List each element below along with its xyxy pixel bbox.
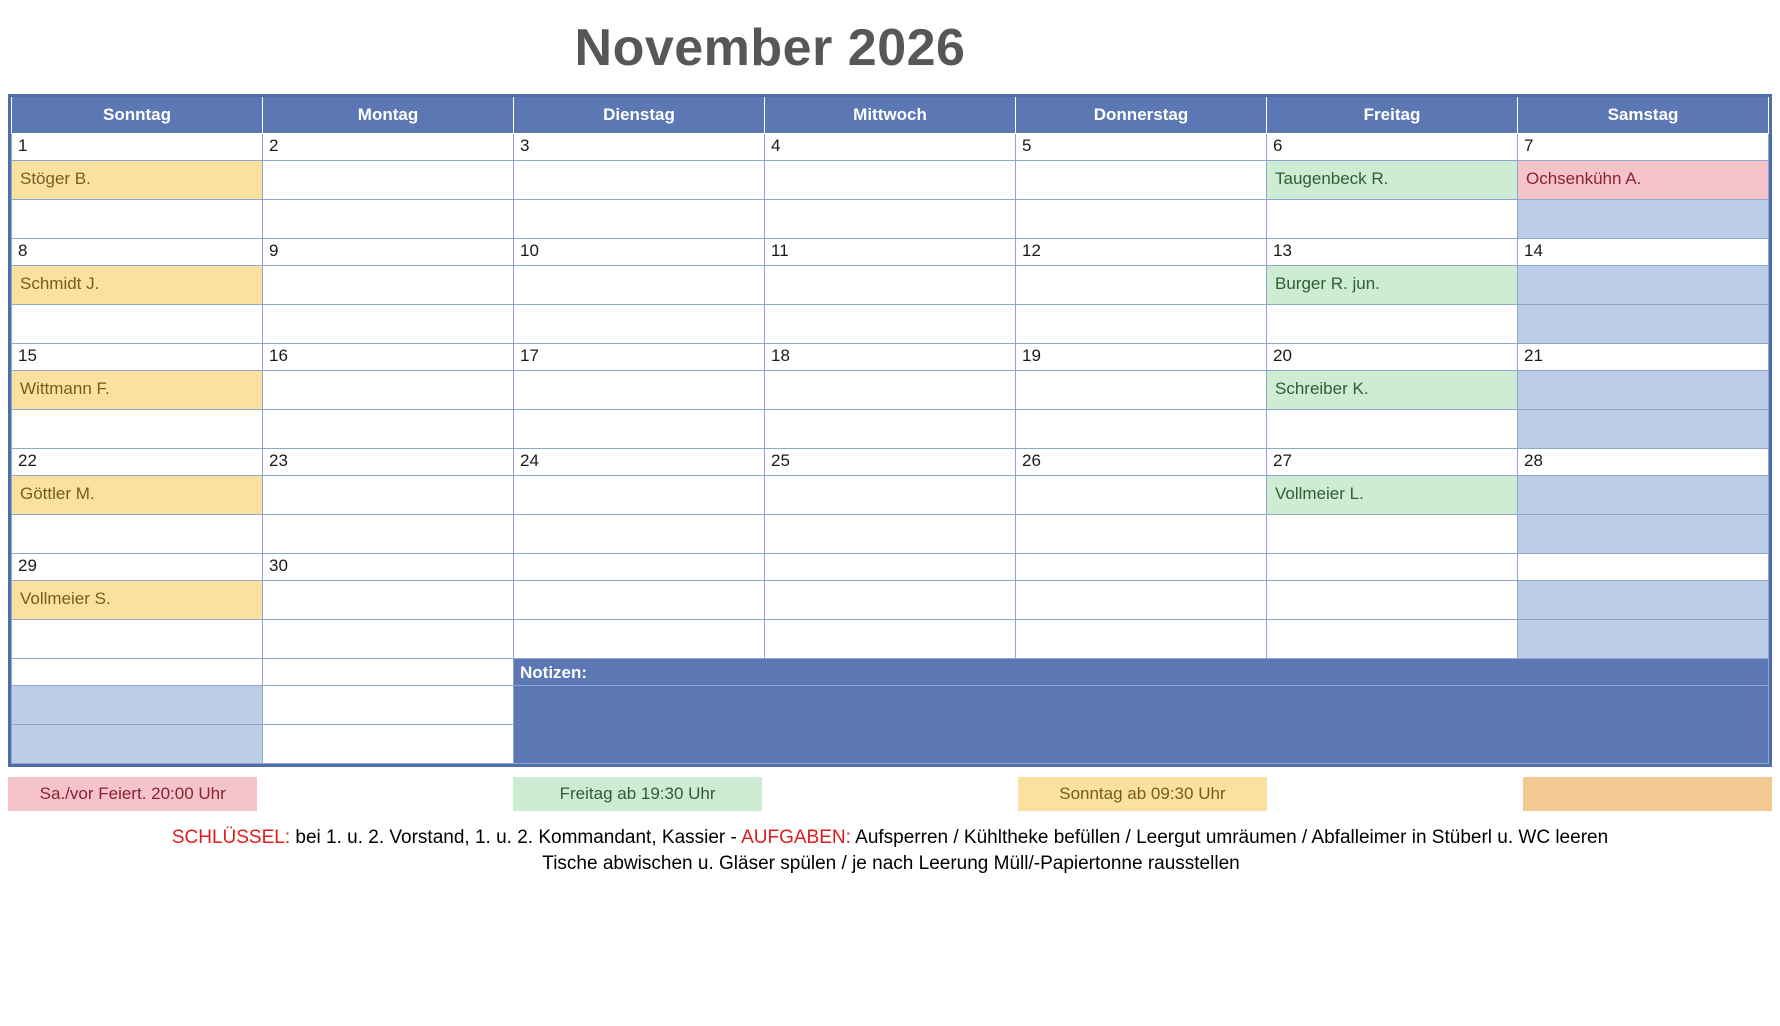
duty-name <box>1016 371 1266 409</box>
duty-cell-secondary[interactable] <box>1016 515 1267 554</box>
duty-cell-secondary[interactable] <box>1518 410 1769 449</box>
duty-cell-secondary[interactable] <box>514 200 765 239</box>
duty-cell-secondary[interactable] <box>514 305 765 344</box>
duty-cell-secondary[interactable] <box>1267 515 1518 554</box>
day-number-cell[interactable] <box>1518 134 1769 161</box>
duty-cell-secondary[interactable] <box>1016 410 1267 449</box>
duty-name-secondary <box>765 620 1015 658</box>
calendar-week-daynumbers <box>12 134 1769 161</box>
duty-cell-secondary[interactable] <box>765 515 1016 554</box>
day-number-cell[interactable] <box>765 554 1016 581</box>
day-number-cell[interactable] <box>1267 554 1518 581</box>
day-number-cell[interactable] <box>1016 449 1267 476</box>
duty-cell-secondary[interactable] <box>1016 200 1267 239</box>
day-number-cell[interactable] <box>1267 239 1518 266</box>
legend-item-friday: Freitag ab 19:30 Uhr <box>513 777 762 811</box>
duty-name-secondary <box>1016 200 1266 238</box>
duty-name <box>514 581 764 619</box>
duty-cell-secondary[interactable] <box>514 620 765 659</box>
duty-name <box>263 161 513 199</box>
day-number: 3 <box>520 136 530 155</box>
day-number-cell[interactable] <box>1016 554 1267 581</box>
duty-cell[interactable] <box>263 371 514 410</box>
duty-name <box>263 371 513 409</box>
duty-cell[interactable] <box>514 266 765 305</box>
duty-cell-secondary[interactable] <box>263 515 514 554</box>
duty-name <box>1016 476 1266 514</box>
day-number: 5 <box>1022 136 1032 155</box>
day-number-cell[interactable] <box>765 239 1016 266</box>
day-number-cell[interactable] <box>12 554 263 581</box>
duty-name-secondary <box>1518 410 1768 448</box>
day-number: 4 <box>771 136 781 155</box>
duty-cell[interactable] <box>1016 161 1267 200</box>
duty-name-secondary <box>1518 620 1768 658</box>
duty-name-secondary <box>1016 305 1266 343</box>
day-number-cell[interactable] <box>514 344 765 371</box>
calendar-week-blank <box>12 620 1769 659</box>
duty-cell[interactable] <box>514 371 765 410</box>
duty-cell-secondary[interactable] <box>263 410 514 449</box>
duty-cell[interactable] <box>1518 371 1769 410</box>
duty-name-secondary <box>1267 200 1517 238</box>
legend-item-extra <box>1523 777 1772 811</box>
duty-name-secondary <box>514 620 764 658</box>
duty-name: Schmidt J. <box>12 266 262 304</box>
duty-name-secondary <box>765 515 1015 553</box>
day-number: 12 <box>1022 241 1041 260</box>
day-number: 29 <box>18 556 37 575</box>
legend-bar <box>8 777 1772 811</box>
day-number: 24 <box>520 451 539 470</box>
day-number-cell[interactable] <box>12 344 263 371</box>
duty-cell[interactable] <box>12 371 263 410</box>
duty-name-secondary <box>765 410 1015 448</box>
duty-cell-secondary[interactable] <box>12 410 263 449</box>
duty-name <box>1016 581 1266 619</box>
duty-name: Wittmann F. <box>12 371 262 409</box>
footer-key-label: SCHLÜSSEL: <box>171 827 291 848</box>
day-number-cell[interactable] <box>1518 449 1769 476</box>
notes-input[interactable] <box>514 686 1769 764</box>
duty-name: Burger R. jun. <box>1267 266 1517 304</box>
day-number-cell[interactable] <box>263 344 514 371</box>
empty-cell <box>263 686 514 725</box>
day-number-cell[interactable] <box>1016 134 1267 161</box>
day-number: 20 <box>1273 346 1292 365</box>
duty-cell-secondary[interactable] <box>1267 200 1518 239</box>
day-number: 17 <box>520 346 539 365</box>
day-number-cell[interactable] <box>765 344 1016 371</box>
footer-tasks-label: AUFGABEN: <box>741 827 851 848</box>
day-number: 8 <box>18 241 28 260</box>
calendar-week-daynumbers <box>12 239 1769 266</box>
duty-cell[interactable] <box>765 371 1016 410</box>
duty-cell[interactable] <box>12 266 263 305</box>
duty-cell[interactable] <box>12 581 263 620</box>
duty-name <box>765 161 1015 199</box>
duty-cell-secondary[interactable] <box>12 305 263 344</box>
notes-label: Notizen: <box>514 659 1768 685</box>
day-number: 16 <box>269 346 288 365</box>
duty-name <box>514 371 764 409</box>
duty-name-secondary <box>514 515 764 553</box>
duty-cell-secondary[interactable] <box>514 410 765 449</box>
day-number-cell[interactable] <box>1016 239 1267 266</box>
page-title: November 2026 <box>574 19 966 77</box>
duty-cell[interactable] <box>1267 581 1518 620</box>
duty-cell[interactable] <box>1518 476 1769 515</box>
duty-cell-secondary[interactable] <box>765 200 1016 239</box>
day-number: 1 <box>18 136 28 155</box>
duty-cell-secondary[interactable] <box>263 620 514 659</box>
day-number: 15 <box>18 346 37 365</box>
duty-name: Vollmeier L. <box>1267 476 1517 514</box>
calendar-week-names <box>12 266 1769 305</box>
duty-cell-secondary[interactable] <box>765 410 1016 449</box>
duty-cell[interactable] <box>12 161 263 200</box>
duty-cell-secondary[interactable] <box>765 305 1016 344</box>
duty-cell[interactable] <box>1016 371 1267 410</box>
duty-cell[interactable] <box>1016 476 1267 515</box>
duty-cell-secondary[interactable] <box>1518 305 1769 344</box>
duty-cell-secondary[interactable] <box>1267 305 1518 344</box>
duty-name-secondary <box>1518 515 1768 553</box>
day-number-cell[interactable] <box>765 134 1016 161</box>
day-number: 10 <box>520 241 539 260</box>
duty-cell[interactable] <box>1267 161 1518 200</box>
day-number-cell[interactable] <box>765 449 1016 476</box>
duty-name-secondary <box>1267 410 1517 448</box>
calendar-week-blank <box>12 200 1769 239</box>
duty-name: Vollmeier S. <box>12 581 262 619</box>
day-number: 13 <box>1273 241 1292 260</box>
day-number-cell[interactable] <box>12 449 263 476</box>
duty-cell[interactable] <box>765 581 1016 620</box>
footer-key-text: bei 1. u. 2. Vorstand, 1. u. 2. Kommandant, Kassier - <box>295 827 737 848</box>
duty-cell[interactable] <box>514 581 765 620</box>
day-number-cell[interactable] <box>263 239 514 266</box>
notes-header-cell <box>514 659 1769 686</box>
calendar-week-names <box>12 371 1769 410</box>
duty-name-secondary <box>12 410 262 448</box>
duty-name-secondary <box>514 410 764 448</box>
duty-name-secondary <box>1518 200 1768 238</box>
day-number-cell[interactable] <box>1518 239 1769 266</box>
duty-cell-secondary[interactable] <box>1267 410 1518 449</box>
duty-name <box>765 266 1015 304</box>
calendar-body <box>12 134 1769 764</box>
duty-cell[interactable] <box>765 266 1016 305</box>
duty-cell[interactable] <box>514 161 765 200</box>
duty-cell[interactable] <box>1518 161 1769 200</box>
duty-name <box>1518 371 1768 409</box>
calendar-week-daynumbers <box>12 344 1769 371</box>
notes-header-row <box>12 659 1769 686</box>
legend-item-saturday: Sa./vor Feiert. 20:00 Uhr <box>8 777 257 811</box>
duty-name <box>514 266 764 304</box>
duty-cell-secondary[interactable] <box>1016 305 1267 344</box>
day-number-cell[interactable] <box>263 134 514 161</box>
legend-item-sunday: Sonntag ab 09:30 Uhr <box>1018 777 1267 811</box>
duty-name <box>1518 581 1768 619</box>
duty-cell-secondary[interactable] <box>12 515 263 554</box>
duty-cell[interactable] <box>1267 476 1518 515</box>
duty-cell-secondary[interactable] <box>12 200 263 239</box>
duty-name <box>514 476 764 514</box>
weekday-header-montag: Montag <box>263 97 514 134</box>
empty-cell <box>263 725 514 764</box>
footer-line-1 <box>0 825 1780 851</box>
weekday-header-freitag: Freitag <box>1267 97 1518 134</box>
day-number <box>765 554 1015 580</box>
day-number: 18 <box>771 346 790 365</box>
calendar-table <box>11 97 1769 764</box>
duty-name-secondary <box>514 200 764 238</box>
calendar-week-blank <box>12 305 1769 344</box>
calendar-week-blank <box>12 410 1769 449</box>
day-number-cell[interactable] <box>514 239 765 266</box>
duty-cell-secondary[interactable] <box>1016 620 1267 659</box>
day-number: 26 <box>1022 451 1041 470</box>
calendar-table-wrapper <box>8 94 1772 767</box>
calendar-week-names <box>12 476 1769 515</box>
footer-notes <box>0 825 1780 876</box>
duty-name-secondary <box>514 305 764 343</box>
day-number: 2 <box>269 136 279 155</box>
duty-cell[interactable] <box>12 476 263 515</box>
duty-name <box>1267 581 1517 619</box>
duty-name-secondary <box>12 305 262 343</box>
empty-cell <box>12 686 263 725</box>
day-number-cell[interactable] <box>263 449 514 476</box>
duty-name-secondary <box>12 620 262 658</box>
duty-cell-secondary[interactable] <box>263 305 514 344</box>
day-number <box>1518 554 1768 580</box>
duty-cell[interactable] <box>1267 371 1518 410</box>
weekday-header-row <box>12 97 1769 134</box>
duty-cell-secondary[interactable] <box>12 620 263 659</box>
day-number-cell[interactable] <box>1267 134 1518 161</box>
calendar-week-names <box>12 161 1769 200</box>
duty-name: Schreiber K. <box>1267 371 1517 409</box>
duty-name-secondary <box>263 620 513 658</box>
duty-name: Göttler M. <box>12 476 262 514</box>
duty-name-secondary <box>263 410 513 448</box>
notes-body-row-1 <box>12 686 1769 725</box>
duty-name <box>263 476 513 514</box>
duty-name <box>1518 266 1768 304</box>
duty-name <box>1518 476 1768 514</box>
day-number-cell[interactable] <box>1267 449 1518 476</box>
weekday-header-donnerstag: Donnerstag <box>1016 97 1267 134</box>
duty-name <box>263 266 513 304</box>
duty-name <box>263 581 513 619</box>
day-number-cell[interactable] <box>12 239 263 266</box>
day-number: 23 <box>269 451 288 470</box>
duty-name-secondary <box>1016 410 1266 448</box>
day-number: 11 <box>771 241 789 260</box>
weekday-header-samstag: Samstag <box>1518 97 1769 134</box>
empty-cell <box>12 725 263 764</box>
duty-cell-secondary[interactable] <box>514 515 765 554</box>
duty-name <box>765 476 1015 514</box>
duty-name <box>765 581 1015 619</box>
footer-tasks-text: Aufsperren / Kühltheke befüllen / Leergut umräumen / Abfalleimer in Stüberl u. WC leeren <box>855 827 1609 848</box>
duty-name-secondary <box>1267 515 1517 553</box>
duty-name-secondary <box>263 200 513 238</box>
duty-name-secondary <box>12 200 262 238</box>
empty-cell <box>263 659 514 686</box>
duty-cell[interactable] <box>1518 581 1769 620</box>
day-number <box>514 554 764 580</box>
day-number-cell[interactable] <box>1267 344 1518 371</box>
duty-name-secondary <box>263 305 513 343</box>
duty-name-secondary <box>1016 620 1266 658</box>
duty-cell-secondary[interactable] <box>1518 200 1769 239</box>
duty-name-secondary <box>1267 305 1517 343</box>
day-number: 7 <box>1524 136 1534 155</box>
day-number-cell[interactable] <box>1518 344 1769 371</box>
duty-name <box>1016 161 1266 199</box>
duty-name: Ochsenkühn A. <box>1518 161 1768 199</box>
calendar-week-blank <box>12 515 1769 554</box>
day-number-cell[interactable] <box>1518 554 1769 581</box>
weekday-header-sonntag: Sonntag <box>12 97 263 134</box>
day-number: 21 <box>1524 346 1543 365</box>
duty-cell[interactable] <box>765 161 1016 200</box>
footer-line-2: Tische abwischen u. Gläser spülen / je nach Leerung Müll/-Papiertonne rausstellen <box>542 852 1240 874</box>
duty-cell[interactable] <box>1518 266 1769 305</box>
day-number <box>1267 554 1517 580</box>
day-number: 22 <box>18 451 37 470</box>
calendar-week-names <box>12 581 1769 620</box>
duty-cell-secondary[interactable] <box>765 620 1016 659</box>
duty-name-secondary <box>12 515 262 553</box>
day-number-cell[interactable] <box>514 449 765 476</box>
calendar-week-daynumbers <box>12 449 1769 476</box>
duty-cell[interactable] <box>263 266 514 305</box>
duty-name <box>765 371 1015 409</box>
empty-cell <box>12 659 263 686</box>
duty-name-secondary <box>1267 620 1517 658</box>
duty-name: Stöger B. <box>12 161 262 199</box>
day-number: 30 <box>269 556 288 575</box>
day-number: 19 <box>1022 346 1041 365</box>
weekday-header-dienstag: Dienstag <box>514 97 765 134</box>
day-number: 25 <box>771 451 790 470</box>
duty-cell[interactable] <box>1016 581 1267 620</box>
day-number: 6 <box>1273 136 1283 155</box>
duty-cell[interactable] <box>514 476 765 515</box>
duty-cell[interactable] <box>765 476 1016 515</box>
duty-cell[interactable] <box>1016 266 1267 305</box>
duty-name-secondary <box>765 305 1015 343</box>
day-number: 14 <box>1524 241 1543 260</box>
duty-name: Taugenbeck R. <box>1267 161 1517 199</box>
duty-cell[interactable] <box>263 581 514 620</box>
duty-cell[interactable] <box>263 476 514 515</box>
duty-cell-secondary[interactable] <box>1518 515 1769 554</box>
day-number-cell[interactable] <box>1016 344 1267 371</box>
day-number: 27 <box>1273 451 1292 470</box>
day-number-cell[interactable] <box>12 134 263 161</box>
duty-name-secondary <box>263 515 513 553</box>
duty-name <box>1016 266 1266 304</box>
duty-cell-secondary[interactable] <box>1518 620 1769 659</box>
calendar-week-daynumbers <box>12 554 1769 581</box>
duty-cell[interactable] <box>263 161 514 200</box>
duty-name-secondary <box>765 200 1015 238</box>
day-number-cell[interactable] <box>263 554 514 581</box>
duty-cell[interactable] <box>1267 266 1518 305</box>
duty-cell-secondary[interactable] <box>263 200 514 239</box>
duty-name-secondary <box>1518 305 1768 343</box>
duty-name-secondary <box>1016 515 1266 553</box>
day-number-cell[interactable] <box>514 134 765 161</box>
duty-name <box>514 161 764 199</box>
weekday-header-mittwoch: Mittwoch <box>765 97 1016 134</box>
duty-cell-secondary[interactable] <box>1267 620 1518 659</box>
day-number: 9 <box>269 241 279 260</box>
day-number: 28 <box>1524 451 1543 470</box>
day-number-cell[interactable] <box>514 554 765 581</box>
day-number <box>1016 554 1266 580</box>
